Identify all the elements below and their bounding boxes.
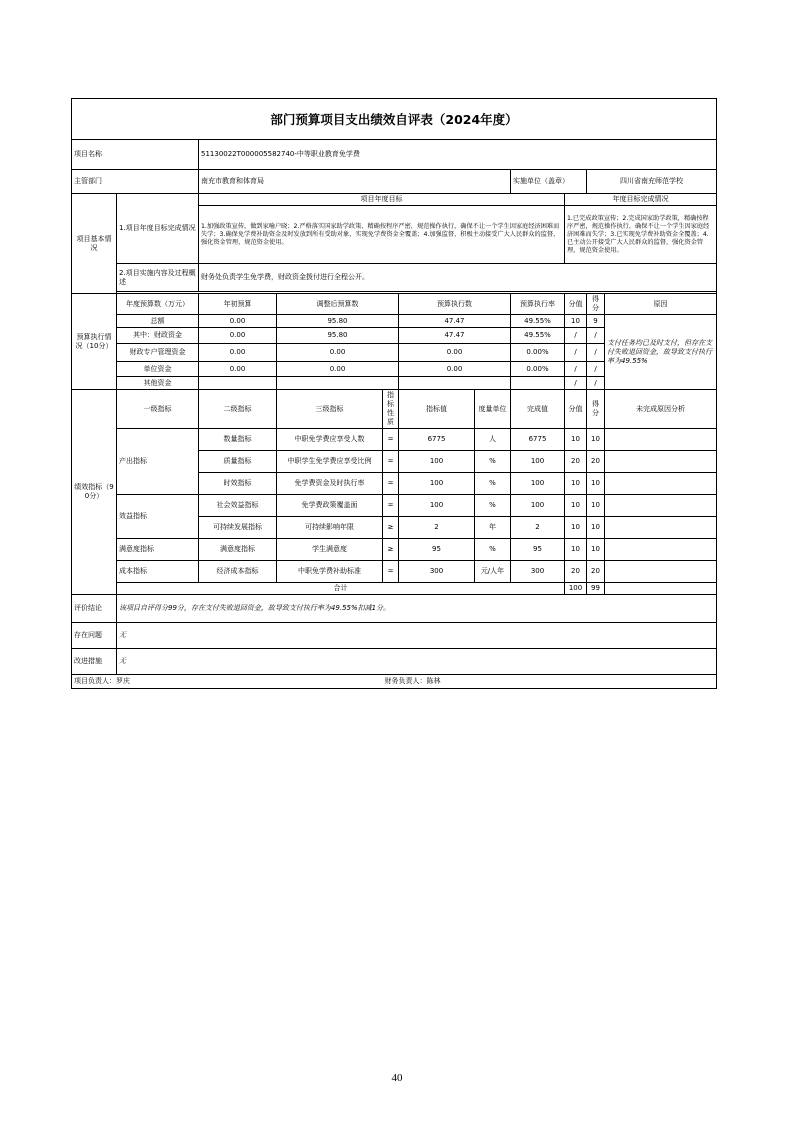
goal-row-label: 1.项目年度目标完成情况 [117,194,199,264]
perf-score: 10 [587,539,605,561]
budget-header: 年度预算数（万元） [117,294,199,315]
perf-target: 100 [399,495,475,517]
perf-nature: = [383,473,399,495]
perf-unit: 人 [475,429,511,451]
budget-header: 预算执行率 [511,294,565,315]
impl-label: 2.项目实施内容及过程概述 [117,264,199,292]
perf-level3: 学生满意度 [277,539,383,561]
budget-score: / [587,377,605,390]
budget-header: 调整后预算数 [277,294,399,315]
perf-level2: 质量指标 [199,451,277,473]
conclusion-text: 该项目自评得分99分，存在支付失败退回资金，故导致支付执行率为49.55%扣减1分。 [117,595,717,623]
perf-score: 10 [587,495,605,517]
budget-executed: 47.47 [399,328,511,344]
perf-score: 10 [587,517,605,539]
done-header: 年度目标完成情况 [565,194,717,206]
project-lead [72,675,383,689]
perf-score: 10 [587,473,605,495]
perf-score: 20 [587,451,605,473]
budget-row-label: 总额 [117,315,199,328]
perf-reason [605,473,717,495]
budget-section-label: 预算执行情况（10分） [72,294,117,390]
perf-section-label: 绩效指标（90分） [72,390,117,595]
perf-level2: 数量指标 [199,429,277,451]
perf-level3: 免学费资金及时执行率 [277,473,383,495]
perf-header: 指标性质 [383,390,399,429]
budget-rate [511,377,565,390]
perf-header: 三级指标 [277,390,383,429]
perf-unit: % [475,539,511,561]
perf-unit: 年 [475,517,511,539]
perf-nature: = [383,561,399,583]
perf-header: 度量单位 [475,390,511,429]
perf-level3: 中职免学费补助标准 [277,561,383,583]
perf-level2: 可持续发展指标 [199,517,277,539]
perf-actual: 100 [511,473,565,495]
perf-level3: 中职免学费应享受人数 [277,429,383,451]
budget-adjusted: 0.00 [277,344,399,362]
goal-text: 1.加强政策宣传，做到家喻户晓；2.严格落实国家助学政策，精确按程序严密，规范操作执行，确保不让一个学生因家庭经济困难而失学；3.确保免学费补助资金及时发放到所有受助对象，实现免学费资金全覆盖；4.加强监督，积极主动接受广大人民群众的监督，强化资金管理，规范资金使用。 [199,206,565,264]
perf-actual: 95 [511,539,565,561]
budget-executed: 47.47 [399,315,511,328]
perf-target: 300 [399,561,475,583]
goal-header: 项目年度目标 [199,194,565,206]
project-name-label: 项目名称 [72,140,199,170]
perf-nature: = [383,451,399,473]
total-label: 合计 [117,583,565,595]
budget-reason: 支付任务均已及时支付，但存在支付失败退回资金，故导致支付执行率为49.55% [605,315,717,390]
perf-level1: 产出指标 [117,429,199,495]
perf-level1: 满意度指标 [117,539,199,561]
budget-rate: 49.55% [511,315,565,328]
budget-score: 9 [587,315,605,328]
budget-weight: / [565,377,587,390]
perf-reason [605,495,717,517]
page-number: 40 [391,1072,403,1084]
perf-nature: = [383,429,399,451]
budget-executed: 0.00 [399,362,511,377]
budget-adjusted: 95.80 [277,328,399,344]
budget-row-label: 财政专户管理资金 [117,344,199,362]
project-lead-label: 项目负责人： [74,677,116,685]
budget-row-label: 其他资金 [117,377,199,390]
perf-reason [605,517,717,539]
perf-target: 100 [399,451,475,473]
budget-score: / [587,328,605,344]
budget-adjusted [277,377,399,390]
perf-actual: 300 [511,561,565,583]
improve-label: 改进措施 [72,649,117,675]
perf-reason [605,539,717,561]
perf-level2: 社会效益指标 [199,495,277,517]
budget-weight: / [565,328,587,344]
budget-initial: 0.00 [199,344,277,362]
perf-header: 二级指标 [199,390,277,429]
dept-label: 主管部门 [72,170,199,194]
project-name-value: 51130022T000005582740-中等职业教育免学费 [199,140,717,170]
form-title: 部门预算项目支出绩效自评表（2024年度） [72,99,717,140]
budget-rate: 49.55% [511,328,565,344]
perf-actual: 100 [511,495,565,517]
budget-row-label: 其中：财政资金 [117,328,199,344]
perf-score: 20 [587,561,605,583]
budget-adjusted: 95.80 [277,315,399,328]
perf-weight: 10 [565,473,587,495]
budget-rate: 0.00% [511,344,565,362]
budget-row-label: 单位资金 [117,362,199,377]
perf-actual: 6775 [511,429,565,451]
dept-value: 南充市教育和体育局 [199,170,511,194]
perf-weight: 10 [565,429,587,451]
perf-unit: % [475,451,511,473]
perf-level3: 中职学生免学费应享受比例 [277,451,383,473]
done-text: 1.已完成政策宣传；2.完成国家助学政策，精确按程序严密，规范操作执行，确保不让一个学生因家庭经济困难而失学；3.已实现免学费补助资金全覆盖；4.已主动公开接受广大人民群众的监督，强化资金管理，规范资金使用。 [565,206,717,264]
perf-target: 100 [399,473,475,495]
perf-target: 95 [399,539,475,561]
perf-reason [605,561,717,583]
evaluation-form [71,98,716,689]
total-reason [605,583,717,595]
perf-weight: 10 [565,539,587,561]
perf-header: 完成值 [511,390,565,429]
perf-level3: 可持续影响年限 [277,517,383,539]
budget-header: 原因 [605,294,717,315]
perf-score: 10 [587,429,605,451]
budget-score: / [587,344,605,362]
perf-header: 未完成原因分析 [605,390,717,429]
conclusion-label: 评价结论 [72,595,117,623]
perf-weight: 10 [565,495,587,517]
perf-level2: 满意度指标 [199,539,277,561]
perf-nature: ≥ [383,539,399,561]
budget-initial: 0.00 [199,362,277,377]
total-weight: 100 [565,583,587,595]
finance-lead-label: 财务负责人： [384,677,427,685]
perf-actual: 100 [511,451,565,473]
finance-lead [383,675,717,689]
perf-actual: 2 [511,517,565,539]
budget-score: / [587,362,605,377]
perf-level1: 效益指标 [117,495,199,539]
perf-unit: 元/人年 [475,561,511,583]
perf-nature: ≥ [383,517,399,539]
total-score: 99 [587,583,605,595]
budget-initial [199,377,277,390]
perf-level1: 成本指标 [117,561,199,583]
perf-nature: = [383,495,399,517]
budget-header: 得分 [587,294,605,315]
budget-executed: 0.00 [399,344,511,362]
perf-target: 6775 [399,429,475,451]
budget-initial: 0.00 [199,315,277,328]
budget-weight: / [565,344,587,362]
project-lead-name: 罗庆 [116,677,130,685]
budget-executed [399,377,511,390]
perf-header: 分值 [565,390,587,429]
perf-weight: 20 [565,451,587,473]
perf-header: 指标值 [399,390,475,429]
evaluation-table [71,98,717,689]
budget-weight: / [565,362,587,377]
perf-weight: 10 [565,517,587,539]
impl-text: 财务处负责学生免学费，财政资金拨付进行全程公开。 [199,264,717,292]
budget-weight: 10 [565,315,587,328]
perf-header: 得分 [587,390,605,429]
basic-section-label: 项目基本情况 [72,194,117,294]
perf-level3: 免学费政策覆盖面 [277,495,383,517]
finance-lead-name: 陈林 [426,677,441,685]
perf-target: 2 [399,517,475,539]
perf-reason [605,429,717,451]
unit-label: 实施单位（盖章） [511,170,587,194]
perf-weight: 20 [565,561,587,583]
perf-reason [605,451,717,473]
problems-label: 存在问题 [72,623,117,649]
budget-header: 预算执行数 [399,294,511,315]
unit-value: 四川省南充师范学校 [587,170,717,194]
perf-level2: 经济成本指标 [199,561,277,583]
budget-adjusted: 0.00 [277,362,399,377]
perf-unit: % [475,473,511,495]
improve-text: 无 [117,649,717,675]
budget-initial: 0.00 [199,328,277,344]
problems-text: 无 [117,623,717,649]
perf-header: 一级指标 [117,390,199,429]
perf-unit: % [475,495,511,517]
perf-level2: 时效指标 [199,473,277,495]
budget-header: 分值 [565,294,587,315]
budget-header: 年初预算 [199,294,277,315]
budget-rate: 0.00% [511,362,565,377]
